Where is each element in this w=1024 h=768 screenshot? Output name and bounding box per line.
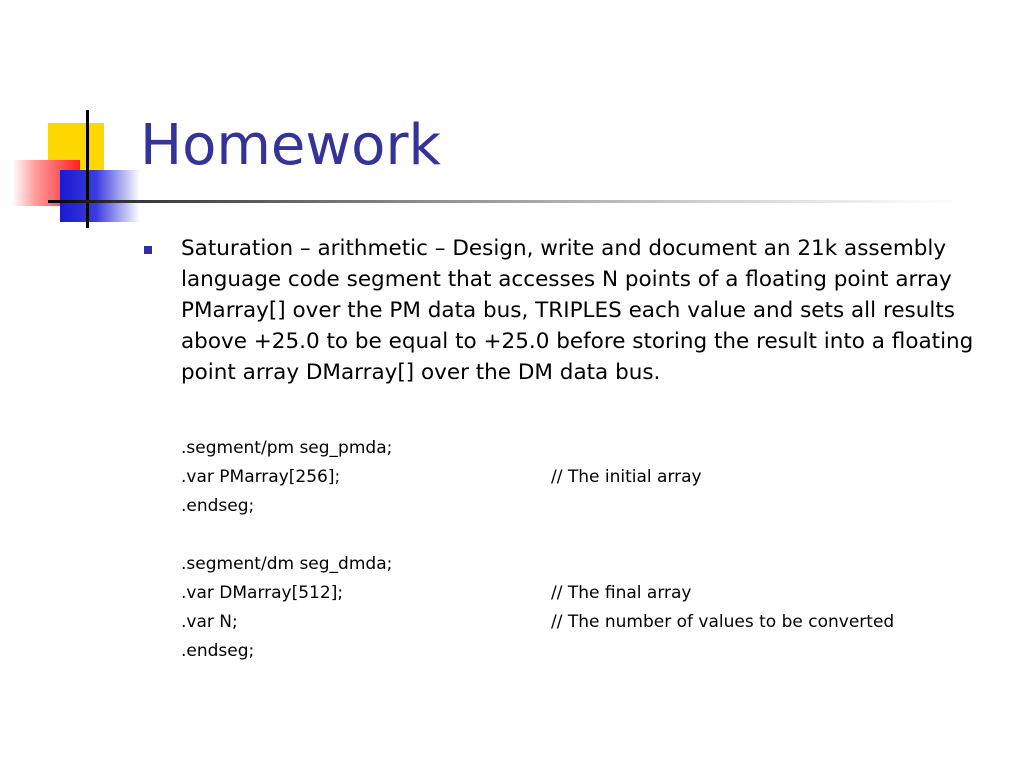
decorative-vertical-line: [86, 110, 89, 228]
code-text: .segment/pm seg_pmda;: [181, 438, 393, 458]
code-text: .var DMarray[512];: [181, 583, 344, 603]
code-comment: // The final array: [551, 583, 692, 603]
code-text: .var N;: [181, 612, 238, 632]
code-text: .endseg;: [181, 496, 255, 516]
title-underline: [48, 200, 960, 203]
code-comment: // The number of values to be converted: [551, 612, 895, 632]
decorative-blue-square: [60, 170, 140, 222]
code-text: .segment/dm seg_dmda;: [181, 554, 393, 574]
bullet-text: Saturation – arithmetic – Design, write and document an 21k assembly language code segment that accesses N points of a floating point array PMarray[] over the PM data bus, TRIPLES each value and sets all results above +25.0 to be equal to +25.0 before storing the result into a floating point array DMarray[] over the DM data bus.: [181, 236, 974, 385]
code-text: .endseg;: [181, 641, 255, 661]
square-bullet-icon: [144, 246, 152, 254]
code-comment: // The initial array: [551, 467, 702, 487]
code-text: .var PMarray[256];: [181, 467, 341, 487]
slide-title: Homework: [140, 113, 441, 178]
